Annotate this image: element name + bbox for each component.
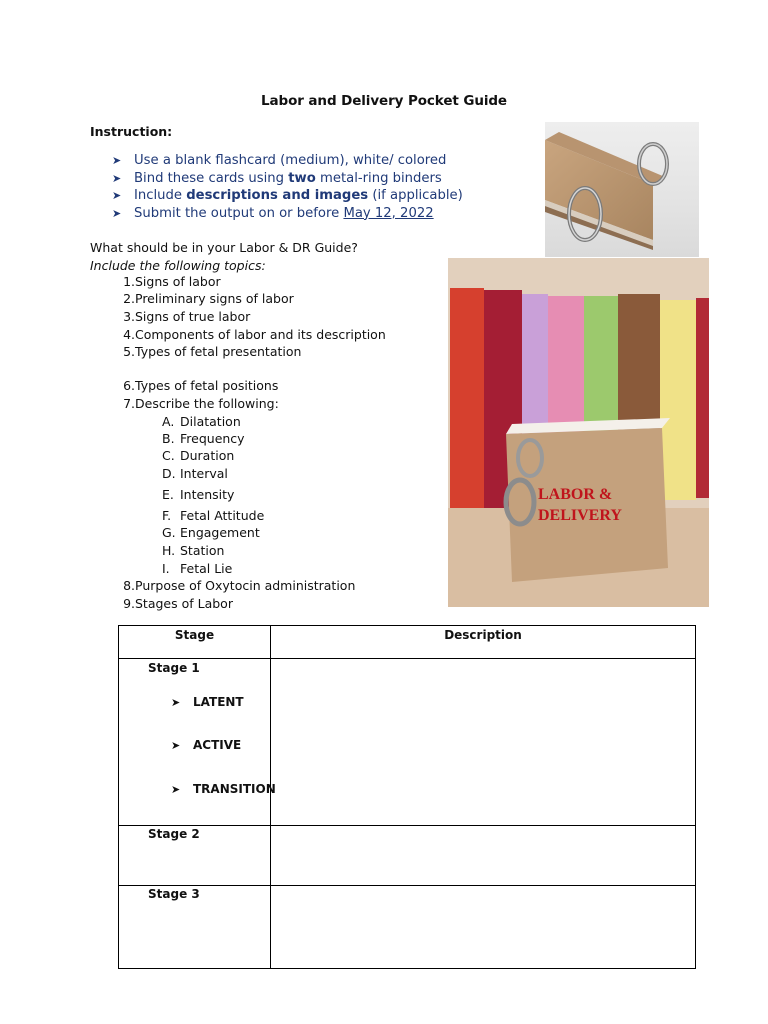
instruction-heading: Instruction: [90, 124, 173, 139]
describe-item: G. Engagement [162, 525, 260, 540]
table-divider [119, 825, 695, 826]
stages-table [118, 625, 696, 969]
arrow-bullet-icon: ➤ [112, 189, 122, 202]
instruction-item: ➤ Use a blank flashcard (medium), white/ colored [112, 153, 447, 168]
describe-item: E. Intensity [162, 487, 235, 502]
phase-latent: ➤ LATENT [171, 695, 244, 709]
arrow-bullet-icon: ➤ [112, 171, 122, 185]
describe-item: I. Fetal Lie [162, 561, 233, 576]
table-row-stage: Stage 2 [148, 827, 200, 841]
topic-item: 2. Preliminary signs of labor [123, 291, 294, 306]
describe-item: H. Station [162, 543, 225, 558]
arrow-bullet-icon: ➤ [112, 206, 122, 220]
table-row-stage: Stage 3 [148, 887, 200, 901]
table-divider [270, 626, 271, 968]
instruction-item: ➤ Bind these cards using two metal-ring binders [112, 170, 442, 186]
arrow-bullet-icon: ➤ [171, 696, 181, 709]
topic-item: 6. Types of fetal positions [123, 378, 279, 393]
flashcards-illustration [448, 258, 709, 607]
binder-ring-photo [545, 122, 699, 257]
arrow-bullet-icon: ➤ [171, 739, 181, 752]
describe-item: A. Dilatation [162, 414, 241, 429]
instruction-list [112, 152, 463, 222]
describe-item: B. Frequency [162, 431, 245, 446]
table-header-description: Description [444, 628, 522, 642]
binder-ring-illustration [545, 122, 699, 257]
phase-active: ➤ ACTIVE [171, 738, 242, 752]
flashcards-photo [448, 258, 709, 607]
card-label-line1: LABOR & [538, 486, 613, 503]
card-label-line2: DELIVERY [538, 507, 622, 524]
arrow-bullet-icon: ➤ [171, 783, 181, 796]
table-divider [119, 658, 695, 659]
question-text: What should be in your Labor & DR Guide? [90, 240, 358, 255]
topic-item: 9. Stages of Labor [123, 596, 233, 611]
describe-item: F. Fetal Attitude [162, 508, 265, 523]
page-title: Labor and Delivery Pocket Guide [261, 93, 507, 109]
topic-item: 5. Types of fetal presentation [123, 344, 302, 359]
instruction-item: ➤ Include descriptions and images (if applicable) [112, 188, 463, 203]
describe-item: D. Interval [162, 466, 228, 481]
instruction-item: ➤ Submit the output on or before May 12, 2022 [112, 205, 434, 221]
include-label: Include the following topics: [90, 258, 266, 273]
table-header-stage: Stage [174, 628, 215, 642]
topic-item: 8. Purpose of Oxytocin administration [123, 578, 356, 593]
table-row-stage: Stage 1 [148, 661, 200, 675]
table-divider [119, 885, 695, 886]
describe-item: C. Duration [162, 448, 235, 463]
arrow-bullet-icon: ➤ [112, 154, 122, 167]
phase-transition: ➤ TRANSITION [171, 782, 276, 796]
topic-item: 1. Signs of labor [123, 274, 221, 289]
topic-item: 4. Components of labor and its description [123, 327, 386, 342]
topic-item: 3. Signs of true labor [123, 309, 251, 324]
topic-item: 7. Describe the following: [123, 396, 279, 411]
